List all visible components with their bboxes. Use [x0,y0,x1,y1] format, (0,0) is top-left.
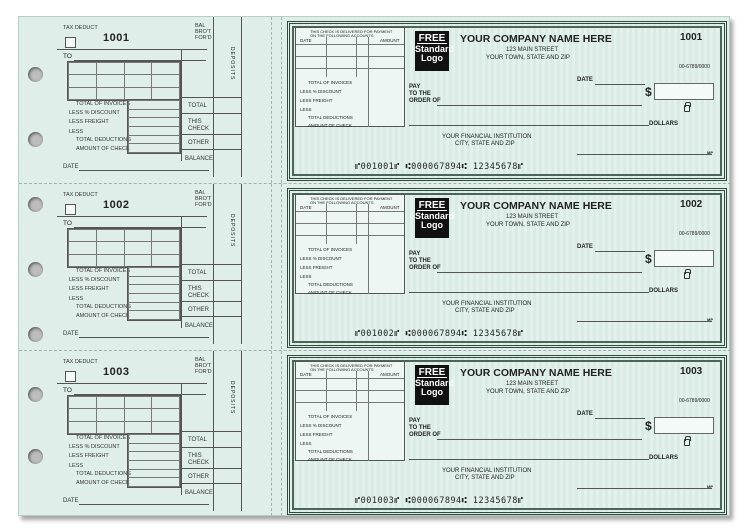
to-the-label: TO THE [409,425,431,431]
voucher-header-2: ON THE FOLLOWING ACCOUNTS [310,367,374,372]
to-the-label: TO THE [409,91,431,97]
stub-amount-column [241,17,242,177]
brot-label: BRO'T [195,196,212,202]
total-deductions-label: TOTAL DEDUCTIONS [76,304,131,310]
tax-deduct-label: TAX DEDUCT [63,25,98,31]
voucher-less: LESS [300,441,312,446]
logo-line-1: Standard [415,44,455,54]
date-line[interactable] [79,504,209,505]
amount-words-line[interactable] [409,459,649,460]
deductions-grid[interactable] [127,433,181,488]
voucher-date-col: DATE [300,205,312,210]
date-label: DATE [63,164,79,170]
voucher-col [356,371,357,411]
stub-check-number: 1002 [103,199,130,211]
less-discount-label: LESS % DISCOUNT [69,110,120,116]
stub-check-number: 1003 [103,366,130,378]
less-label: LESS [69,296,84,302]
mp-mark: MP [707,150,713,155]
logo-line-1: Standard [415,211,455,221]
bal-label: BAL [195,190,206,196]
voucher-total-invoices: TOTAL OF INVOICES [308,247,353,252]
check-sheet [18,16,730,516]
amount-words-line[interactable] [409,125,649,126]
tax-deduct-label: TAX DEDUCT [63,359,98,365]
voucher-amount-col: AMOUNT [380,372,400,377]
check [287,355,727,515]
voucher-rule [296,44,404,45]
to-label: TO [63,53,72,60]
check-number: 1001 [680,32,703,43]
mp-mark: MP [707,484,713,489]
check-date-label: DATE [577,411,593,417]
deductions-grid[interactable] [127,266,181,321]
total-invoices-label: TOTAL OF INVOICES [76,268,130,274]
company-street: 123 MAIN STREET [506,381,559,387]
security-lock-icon [684,272,690,279]
check-date-label: DATE [577,77,593,83]
amount-of-check-label: AMOUNT OF CHECK [76,313,130,319]
check-label: CHECK [188,460,210,466]
voucher-col [356,204,357,244]
voucher-table[interactable] [295,194,405,294]
stub-rule [181,264,241,265]
stub-rule [57,383,207,384]
deposits-label: DEPOSITS [229,47,235,81]
less-discount-label: LESS % DISCOUNT [69,277,120,283]
stub-rule [181,483,241,484]
voucher-col [368,37,369,127]
institution-city: CITY, STATE AND ZIP [455,475,515,481]
logo-line-2: Logo [421,53,443,63]
dollar-sign: $ [645,252,652,266]
micr-line: ⑈001002⑈ ⑆000067894⑆ 12345678⑈ [355,329,524,339]
to-label: TO [63,220,72,227]
voucher-col [326,204,327,244]
voucher-header-1: THIS CHECK IS DELIVERED FOR PAYMENT [310,196,393,201]
voucher-rule [296,223,404,224]
brot-label: BRO'T [195,363,212,369]
voucher-total-deductions: TOTAL DEDUCTIONS [308,282,353,287]
company-city: YOUR TOWN, STATE AND ZIP [486,389,570,395]
voucher-rule [296,378,404,379]
voucher-header-1: THIS CHECK IS DELIVERED FOR PAYMENT [310,29,393,34]
logo-line-2: Logo [421,220,443,230]
voucher-table[interactable] [295,27,405,127]
micr-line: ⑈001003⑈ ⑆000067894⑆ 12345678⑈ [355,496,524,506]
voucher-col [368,204,369,294]
less-label: LESS [69,463,84,469]
stub-rule [181,97,241,98]
deposits-label: DEPOSITS [229,381,235,415]
signature-line[interactable] [577,154,712,155]
voucher-total-deductions: TOTAL DEDUCTIONS [308,449,353,454]
stub-amount-column [241,184,242,344]
payee-line[interactable] [437,272,642,273]
dollars-label: DOLLARS [649,455,678,461]
check-stub [49,184,285,350]
logo-line-1: Standard [415,378,455,388]
payee-line[interactable] [437,105,642,106]
voucher-less-discount: LESS % DISCOUNT [300,256,342,261]
check-row [19,183,731,349]
voucher-rule [296,235,404,236]
total-deductions-label: TOTAL DEDUCTIONS [76,137,131,143]
amount-words-line[interactable] [409,292,649,293]
company-street: 123 MAIN STREET [506,47,559,53]
voucher-amount-of-check: AMOUNT OF CHECK [308,457,352,462]
signature-line[interactable] [577,321,712,322]
check-stub [49,351,285,517]
less-discount-label: LESS % DISCOUNT [69,444,120,450]
amount-box[interactable] [654,250,714,267]
voucher-rule [296,56,404,57]
company-city: YOUR TOWN, STATE AND ZIP [486,222,570,228]
company-name: YOUR COMPANY NAME HERE [460,367,612,379]
bal-label: BAL [195,23,206,29]
less-freight-label: LESS FREIGHT [69,453,109,459]
voucher-date-col: DATE [300,38,312,43]
voucher-amount-of-check: AMOUNT OF CHECK [308,123,352,128]
dollar-sign: $ [645,419,652,433]
institution-name: YOUR FINANCIAL INSTITUTION [442,134,532,140]
check-label: CHECK [188,293,210,299]
institution-name: YOUR FINANCIAL INSTITUTION [442,301,532,307]
company-name: YOUR COMPANY NAME HERE [460,200,612,212]
tax-deduct-label: TAX DEDUCT [63,192,98,198]
voucher-col [326,37,327,77]
invoice-grid[interactable] [67,61,181,101]
logo-free: FREE [418,33,446,44]
voucher-less-freight: LESS FREIGHT [300,432,333,437]
institution-city: CITY, STATE AND ZIP [455,141,515,147]
check [287,188,727,348]
total-invoices-label: TOTAL OF INVOICES [76,435,130,441]
order-of-label: ORDER OF [409,432,441,438]
stub-amount-column [213,17,214,177]
voucher-amount-col: AMOUNT [380,205,400,210]
total-deductions-label: TOTAL DEDUCTIONS [76,471,131,477]
voucher-rule [296,402,404,403]
total-invoices-label: TOTAL OF INVOICES [76,101,130,107]
less-freight-label: LESS FREIGHT [69,286,109,292]
date-label: DATE [63,331,79,337]
to-label: TO [63,387,72,394]
voucher-total-invoices: TOTAL OF INVOICES [308,80,353,85]
invoice-grid[interactable] [67,395,181,435]
voucher-header-1: THIS CHECK IS DELIVERED FOR PAYMENT [310,363,393,368]
ford-label: FOR'D [195,35,212,41]
voucher-col [326,371,327,411]
signature-line[interactable] [577,488,712,489]
other-label: OTHER [188,140,209,146]
stub-rule [181,280,241,281]
voucher-rule [296,68,404,69]
less-freight-label: LESS FREIGHT [69,119,109,125]
stub-amount-column [213,351,214,511]
deposits-label: DEPOSITS [229,214,235,248]
balance-label: BALANCE [185,490,214,496]
stub-rule [181,468,241,469]
bal-label: BAL [195,357,206,363]
amount-of-check-label: AMOUNT OF CHECK [76,146,130,152]
check-date-line[interactable] [595,251,645,252]
check-stub [49,17,285,183]
voucher-less-freight: LESS FREIGHT [300,98,333,103]
check [287,21,727,181]
stub-rule [181,447,241,448]
voucher-total-invoices: TOTAL OF INVOICES [308,414,353,419]
voucher-less: LESS [300,274,312,279]
logo [415,365,455,405]
this-label: THIS [188,286,202,292]
order-of-label: ORDER OF [409,265,441,271]
institution-name: YOUR FINANCIAL INSTITUTION [442,468,532,474]
tax-deduct-checkbox[interactable] [65,204,76,215]
check-label: CHECK [188,126,210,132]
stub-divider [181,383,182,495]
tax-deduct-checkbox[interactable] [65,371,76,382]
stub-rule [57,49,207,50]
this-label: THIS [188,119,202,125]
logo-free: FREE [418,200,446,211]
logo-line-2: Logo [421,387,443,397]
mp-mark: MP [707,317,713,322]
stub-rule [181,149,241,150]
ford-label: FOR'D [195,202,212,208]
date-line[interactable] [79,170,209,171]
voucher-header-2: ON THE FOLLOWING ACCOUNTS [310,33,374,38]
security-lock-icon [684,105,690,112]
stub-rule [181,431,241,432]
check-number: 1003 [680,366,703,377]
amount-of-check-label: AMOUNT OF CHECK [76,480,130,486]
check-date-label: DATE [577,244,593,250]
this-label: THIS [188,453,202,459]
amount-box[interactable] [654,417,714,434]
payee-line[interactable] [437,439,642,440]
stub-rule [181,301,241,302]
logo [415,31,455,71]
check-row [19,350,731,516]
balance-label: BALANCE [185,156,214,162]
routing-fraction: 00-6789/0000 [679,231,710,237]
logo [415,198,455,238]
total-label: TOTAL [188,103,207,109]
stub-divider [181,216,182,328]
security-lock-icon [684,439,690,446]
stub-rule [57,216,207,217]
check-date-line[interactable] [595,84,645,85]
less-label: LESS [69,129,84,135]
company-name: YOUR COMPANY NAME HERE [460,33,612,45]
stub-rule [181,113,241,114]
balance-label: BALANCE [185,323,214,329]
voucher-less: LESS [300,107,312,112]
pay-label: PAY [409,418,421,424]
other-label: OTHER [188,474,209,480]
institution-city: CITY, STATE AND ZIP [455,308,515,314]
invoice-grid[interactable] [67,228,181,268]
voucher-less-freight: LESS FREIGHT [300,265,333,270]
stub-amount-column [213,184,214,344]
voucher-date-col: DATE [300,372,312,377]
stub-check-number: 1001 [103,32,130,44]
pay-label: PAY [409,84,421,90]
dollar-sign: $ [645,85,652,99]
total-label: TOTAL [188,270,207,276]
ford-label: FOR'D [195,369,212,375]
total-label: TOTAL [188,437,207,443]
dollars-label: DOLLARS [649,121,678,127]
voucher-rule [296,390,404,391]
date-label: DATE [63,498,79,504]
voucher-col [356,37,357,77]
brot-label: BRO'T [195,29,212,35]
pay-label: PAY [409,251,421,257]
deductions-grid[interactable] [127,99,181,154]
to-the-label: TO THE [409,258,431,264]
voucher-table[interactable] [295,361,405,461]
micr-line: ⑈001001⑈ ⑆000067894⑆ 12345678⑈ [355,162,524,172]
check-date-line[interactable] [595,418,645,419]
stub-rule [181,316,241,317]
check-number: 1002 [680,199,703,210]
voucher-rule [296,211,404,212]
voucher-col [368,371,369,461]
amount-box[interactable] [654,83,714,100]
logo-free: FREE [418,367,446,378]
voucher-less-discount: LESS % DISCOUNT [300,89,342,94]
stub-rule [181,134,241,135]
routing-fraction: 00-6789/0000 [679,398,710,404]
company-city: YOUR TOWN, STATE AND ZIP [486,55,570,61]
voucher-amount-of-check: AMOUNT OF CHECK [308,290,352,295]
check-row [19,17,731,183]
voucher-total-deductions: TOTAL DEDUCTIONS [308,115,353,120]
voucher-header-2: ON THE FOLLOWING ACCOUNTS [310,200,374,205]
tax-deduct-checkbox[interactable] [65,37,76,48]
other-label: OTHER [188,307,209,313]
company-street: 123 MAIN STREET [506,214,559,220]
date-line[interactable] [79,337,209,338]
routing-fraction: 00-6789/0000 [679,64,710,70]
stub-amount-column [241,351,242,511]
voucher-amount-col: AMOUNT [380,38,400,43]
dollars-label: DOLLARS [649,288,678,294]
stub-divider [181,49,182,161]
voucher-less-discount: LESS % DISCOUNT [300,423,342,428]
order-of-label: ORDER OF [409,98,441,104]
